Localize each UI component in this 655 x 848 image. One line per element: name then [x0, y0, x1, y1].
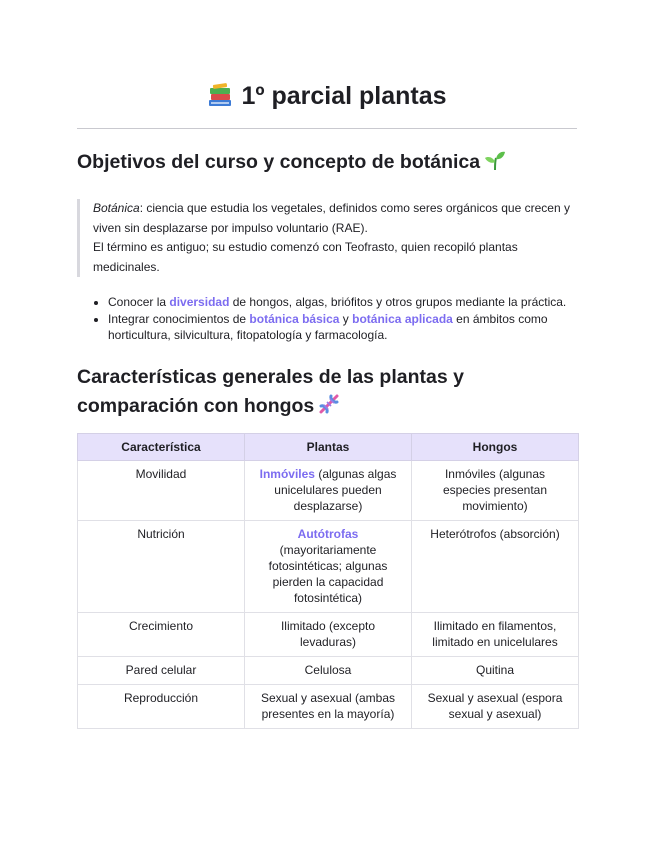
table-cell: Sexual y asexual (espora sexual y asexual): [412, 684, 579, 728]
table-cell: Sexual y asexual (ambas presentes en la mayoría): [245, 684, 412, 728]
document-page: [77, 78, 577, 729]
table-cell: Movilidad: [78, 460, 245, 520]
table-header-row: [78, 433, 579, 460]
column-header: Plantas: [245, 433, 412, 460]
books-icon: [207, 82, 233, 108]
table-cell: Inmóviles (algunas especies presentan movimiento): [412, 460, 579, 520]
table-cell: Reproducción: [78, 684, 245, 728]
table-cell: Celulosa: [245, 656, 412, 684]
dna-icon: [318, 393, 340, 415]
quote-definition: : ciencia que estudia los vegetales, definidos como seres orgánicos que crecen y viven sin desplazarse por impulso voluntario (RAE).: [93, 201, 570, 235]
definition-quote: [77, 199, 577, 277]
section-heading-objetivos: [77, 148, 577, 176]
list-item: [108, 311, 577, 344]
title-text: 1º parcial plantas: [241, 82, 447, 110]
table-cell: [245, 460, 412, 520]
quote-line-1: [93, 199, 577, 238]
table-cell: Nutrición: [78, 520, 245, 612]
column-header: Característica: [78, 433, 245, 460]
divider: [77, 128, 577, 129]
bullet-text: y: [339, 311, 353, 326]
table-cell: Pared celular: [78, 656, 245, 684]
cell-text: (algunas algas unicelulares pueden desplazarse): [274, 466, 397, 513]
table-cell: [245, 520, 412, 612]
table-cell: Ilimitado en filamentos, limitado en unicelulares: [412, 612, 579, 656]
objectives-list: [77, 294, 577, 344]
bullet-text: en ámbitos como horticultura, silvicultura, fitopatología y farmacología.: [108, 311, 548, 342]
section-heading-text: Características generales de las plantas y comparación con hongos: [77, 365, 464, 417]
highlight-text: Autótrofas: [297, 526, 359, 541]
seedling-icon: [484, 149, 506, 171]
table-cell: Crecimiento: [78, 612, 245, 656]
comparison-table: [77, 433, 579, 729]
highlight-text: botánica básica: [249, 311, 340, 326]
highlight-text: diversidad: [169, 295, 230, 309]
highlight-text: botánica aplicada: [352, 311, 453, 326]
table-cell: Ilimitado (excepto levaduras): [245, 612, 412, 656]
table-row: [78, 460, 579, 520]
table-cell: Quitina: [412, 656, 579, 684]
section-heading-caracteristicas: [77, 363, 577, 421]
bullet-text: de hongos, algas, briófitos y otros grupos mediante la práctica.: [229, 295, 567, 309]
cell-text: (mayoritariamente fotosintéticas; algunas pierden la capacidad fotosintética): [268, 542, 388, 605]
list-item: [108, 294, 577, 311]
bullet-text: Conocer la: [108, 295, 170, 309]
page-title: [77, 78, 577, 114]
table-row: [78, 656, 579, 684]
column-header: Hongos: [412, 433, 579, 460]
highlight-text: Inmóviles: [259, 466, 315, 481]
table-row: [78, 520, 579, 612]
bullet-text: Integrar conocimientos de: [108, 311, 250, 326]
quote-term: Botánica: [93, 201, 140, 215]
table-row: [78, 612, 579, 656]
table-row: [78, 684, 579, 728]
quote-line-2: El término es antiguo; su estudio comenzó con Teofrasto, quien recopiló plantas medicinales.: [93, 240, 518, 274]
section-heading-text: Objetivos del curso y concepto de botánica: [77, 151, 481, 173]
table-cell: Heterótrofos (absorción): [412, 520, 579, 612]
